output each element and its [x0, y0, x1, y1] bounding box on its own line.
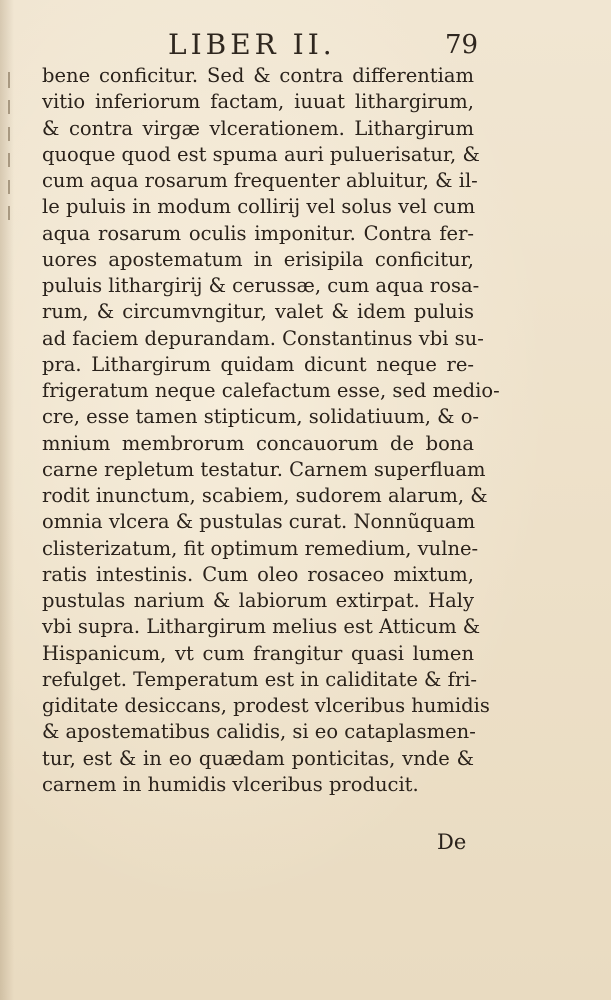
- gutter-mark: [8, 127, 10, 141]
- running-head: LIBER II.: [168, 28, 336, 61]
- text-line: vbi supra. Lithargirum melius est Atticum &: [42, 615, 481, 639]
- text-line: pustulas narium & labiorum extirpat. Haly: [42, 589, 474, 612]
- gutter-mark: [8, 206, 10, 220]
- text-line: frigeratum neque calefactum esse, sed medio-: [42, 379, 500, 402]
- text-line: vitio inferiorum factam, iuuat lithargirum,: [42, 90, 474, 114]
- text-line: rodit inunctum, scabiem, sudorem alarum, &: [42, 484, 488, 507]
- gutter-mark: [8, 153, 10, 167]
- text-line: mnium membrorum concauorum de bona: [42, 431, 474, 455]
- text-line: refulget. Temperatum est in caliditate & fri-: [42, 667, 477, 691]
- text-line: rum, & circumvngitur, valet & idem puluis: [42, 300, 474, 324]
- text-line: uores apostematum in erisipila conficitur,: [42, 247, 474, 271]
- gutter-mark: [8, 100, 10, 114]
- text-line: & apostematibus calidis, si eo cataplasmen-: [42, 720, 476, 744]
- text-line: Hispanicum, vt cum frangitur quasi lumen: [42, 641, 474, 665]
- text-line: pra. Lithargirum quidam dicunt neque re-: [42, 352, 474, 376]
- catchword: De: [437, 830, 467, 854]
- text-line: omnia vlcera & pustulas curat. Nonnũquam: [42, 510, 476, 534]
- text-line: carne repletum testatur. Carnem superfluam: [42, 457, 486, 481]
- text-line: le puluis in modum collirij vel solus vel cum: [42, 195, 476, 219]
- gutter-mark: [8, 72, 10, 88]
- text-line: cum aqua rosarum frequenter abluitur, & il-: [42, 169, 478, 192]
- text-line: bene conficitur. Sed & contra differentiam: [42, 64, 474, 87]
- text-line: tur, est & in eo quædam ponticitas, vnde &: [42, 746, 474, 770]
- text-line: puluis lithargirij & cerussæ, cum aqua rosa-: [42, 274, 480, 297]
- text-line: ad faciem depurandam. Constantinus vbi su-: [42, 326, 484, 350]
- gutter-mark: [8, 180, 10, 194]
- text-line: carnem in humidis vlceribus producit.: [42, 772, 419, 796]
- text-line: & contra virgæ vlcerationem. Lithargirum: [42, 116, 474, 140]
- text-line: quoque quod est spuma auri puluerisatur, &: [42, 142, 480, 166]
- body-text: [42, 63, 500, 798]
- page-number: 79: [445, 30, 479, 60]
- text-line: ratis intestinis. Cum oleo rosaceo mixtum,: [42, 562, 474, 586]
- text-line: clisterizatum, fit optimum remedium, vulne-: [42, 536, 479, 560]
- gutter-shadow: [0, 0, 14, 1000]
- text-line: aqua rosarum oculis imponitur. Contra fer-: [42, 221, 474, 245]
- text-line: giditate desiccans, prodest vlceribus humidis: [42, 694, 490, 717]
- text-line: cre, esse tamen stipticum, solidatiuum, & o-: [42, 405, 480, 429]
